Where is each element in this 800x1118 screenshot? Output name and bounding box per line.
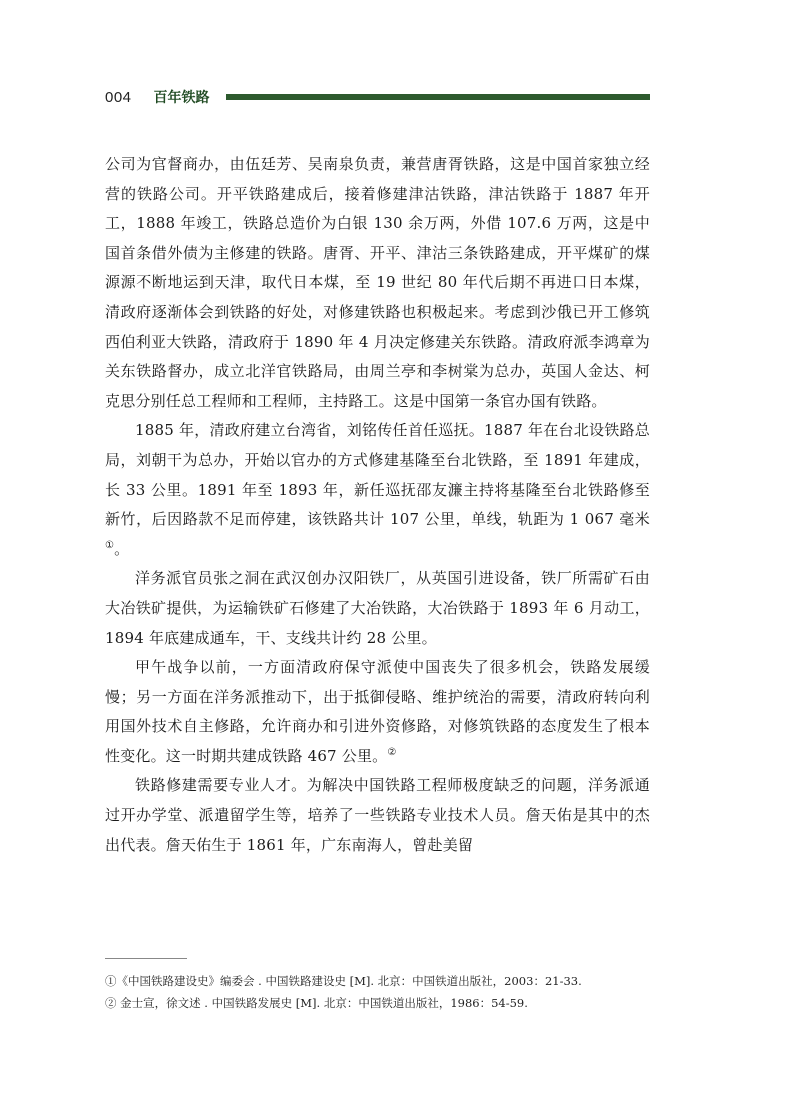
paragraph-2 (105, 416, 650, 564)
paragraph-5-text: 铁路修建需要专业人才。为解决中国铁路工程师极度缺乏的问题，洋务派通过开办学堂、派遣留学生等，培养了一些铁路专业技术人员。詹天佑是其中的杰出代表。詹天佑生于 1861 年，广东南海人，曾赴美留 (105, 776, 650, 854)
book-title: 百年铁路 (153, 90, 210, 106)
footnote-1: ①《中国铁路建设史》编委会 . 中国铁路建设史 [M]. 北京：中国铁道出版社，2003：21-33. (105, 974, 582, 988)
page-number: 004 (105, 88, 132, 106)
paragraph-1 (105, 150, 650, 416)
paragraph-3 (105, 564, 650, 653)
body-text (105, 150, 650, 860)
paragraph-2-text: 1885 年，清政府建立台湾省，刘铭传任首任巡抚。1887 年在台北设铁路总局，刘朝干为总办，开始以官办的方式修建基隆至台北铁路，至 1891 年建成，长 33 公里。1891 年至 1893 年，新任巡抚邵友濂主持将基隆至台北铁路修至新竹，后因路款不足而停建，该铁路共计 107 公里，单线，轨距为 1 067 毫米 (105, 421, 650, 529)
paragraph-5 (105, 771, 650, 860)
footnote-ref-1[interactable]: ① (105, 539, 115, 551)
page-header (105, 85, 650, 109)
footnote-divider (105, 958, 187, 959)
footnote-ref-2[interactable]: ② (387, 746, 397, 758)
paragraph-1-text: 公司为官督商办，由伍廷芳、吴南泉负责，兼营唐胥铁路，这是中国首家独立经营的铁路公司。开平铁路建成后，接着修建津沽铁路，津沽铁路于 1887 年开工，1888 年竣工，铁路总造价为白银 130 余万两，外借 107.6 万两，这是中国首条借外债为主修建的铁路。唐胥、开平、津沽三条铁路建成，开平煤矿的煤源源不断地运到天津，取代日本煤，至 19 世纪 80 年代后期不再进口日本煤，清政府逐渐体会到铁路的好处，对修建铁路也积极起来。考虑到沙俄已开工修筑西伯利亚大铁路，清政府于 1890 年 4 月决定修建关东铁路。清政府派李鸿章为关东铁路督办，成立北洋官铁路局，由周兰亭和李树棠为总办，英国人金达、柯克思分别任总工程师和工程师，主持路工。这是中国第一条官办国有铁路。 (105, 155, 650, 410)
footnotes (105, 970, 665, 1014)
paragraph-4-text: 甲午战争以前，一方面清政府保守派使中国丧失了很多机会，铁路发展缓慢；另一方面在洋务派推动下，出于抵御侵略、维护统治的需要，清政府转向利用国外技术自主修路，允许商办和引进外资修路，对修筑铁路的态度发生了根本性变化。这一时期共建成铁路 467 公里。 (105, 658, 650, 765)
paragraph-4 (105, 653, 650, 771)
footnote-2: ② 金士宣，徐文述 . 中国铁路发展史 [M]. 北京：中国铁道出版社，1986：54-59. (105, 996, 528, 1010)
paragraph-3-text: 洋务派官员张之洞在武汉创办汉阳铁厂，从英国引进设备，铁厂所需矿石由大冶铁矿提供，为运输铁矿石修建了大冶铁路，大冶铁路于 1893 年 6 月动工，1894 年底建成通车，干、支线共计约 28 公里。 (105, 569, 650, 647)
header-rule (226, 94, 650, 100)
paragraph-2-tail: 。 (114, 539, 130, 558)
